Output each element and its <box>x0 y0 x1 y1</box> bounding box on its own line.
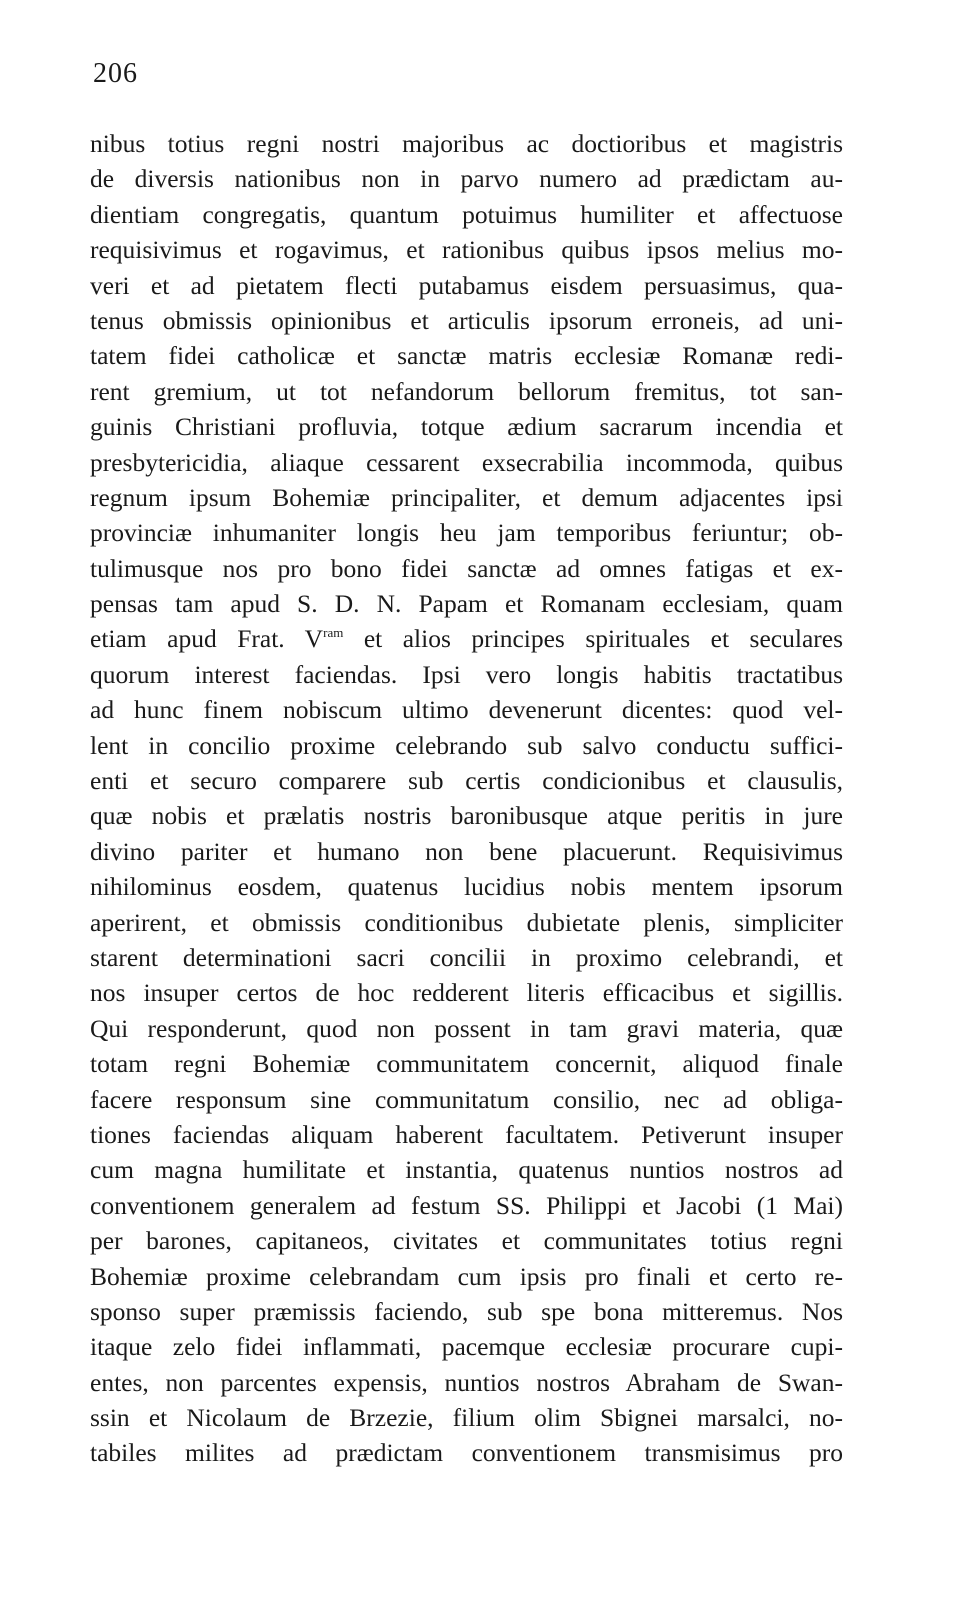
text-line: aperirent, et obmissis conditionibus dubietate plenis, simpliciter <box>90 907 843 937</box>
text-line: tabiles milites ad prædictam conventionem transmisimus pro <box>90 1438 843 1468</box>
text-line: nihilominus eosdem, quatenus lucidius nobis mentem ipsorum <box>90 872 843 902</box>
text-line: regnum ipsum Bohemiæ principaliter, et demum adjacentes ipsi <box>90 482 843 512</box>
superscript-abbreviation: ram <box>323 625 344 641</box>
text-line: tiones faciendas aliquam haberent facultatem. Petiverunt insuper <box>90 1119 843 1149</box>
text-line: conventionem generalem ad festum SS. Philippi et Jacobi (1 Mai) <box>90 1190 843 1220</box>
text-line: de diversis nationibus non in parvo numero ad prædictam au- <box>90 164 843 194</box>
text-line: tulimusque nos pro bono fidei sanctæ ad omnes fatigas et ex- <box>90 553 843 583</box>
text-line: requisivimus et rogavimus, et rationibus quibus ipsos melius mo- <box>90 235 843 265</box>
text-line: nos insuper certos de hoc redderent literis efficacibus et sigillis. <box>90 978 843 1008</box>
text-line: cum magna humilitate et instantia, quatenus nuntios nostros ad <box>90 1155 843 1185</box>
text-line: veri et ad pietatem flecti putabamus eisdem persuasimus, qua- <box>90 270 843 300</box>
text-segment: etiam apud Frat. V <box>90 624 324 654</box>
text-line: tatem fidei catholicæ et sanctæ matris ecclesiæ Romanæ redi- <box>90 341 843 371</box>
text-line: per barones, capitaneos, civitates et communitates totius regni <box>90 1226 843 1256</box>
page-number: 206 <box>93 58 138 89</box>
text-line: ad hunc finem nobiscum ultimo devenerunt dicentes: quod vel- <box>90 695 843 725</box>
text-line: Bohemiæ proxime celebrandam cum ipsis pro finali et certo re- <box>90 1261 843 1291</box>
text-line: presbytericidia, aliaque cessarent exsecrabilia incommoda, quibus <box>90 447 843 477</box>
text-line: pensas tam apud S. D. N. Papam et Romanam ecclesiam, quam <box>90 589 843 619</box>
text-line: quæ nobis et prælatis nostris baronibusque atque peritis in jure <box>90 801 843 831</box>
text-line: enti et securo comparere sub certis condicionibus et clausulis, <box>90 766 843 796</box>
text-line: quorum interest faciendas. Ipsi vero longis habitis tractatibus <box>90 659 843 689</box>
text-line: provinciæ inhumaniter longis heu jam temporibus feriuntur; ob- <box>90 518 843 548</box>
text-line: tenus obmissis opinionibus et articulis ipsorum erroneis, ad uni- <box>90 305 843 335</box>
text-line: itaque zelo fidei inflammati, pacemque ecclesiæ procurare cupi- <box>90 1332 843 1362</box>
body-text <box>90 126 843 1471</box>
text-line: sponso super præmissis faciendo, sub spe bona mitteremus. Nos <box>90 1296 843 1326</box>
text-line: starent determinationi sacri concilii in proximo celebrandi, et <box>90 942 843 972</box>
text-line: dientiam congregatis, quantum potuimus humiliter et affectuose <box>90 199 843 229</box>
text-line: guinis Christiani profluvia, totque ædium sacrarum incendia et <box>90 412 843 442</box>
text-line: Qui responderunt, quod non possent in tam gravi materia, quæ <box>90 1013 843 1043</box>
text-line: nibus totius regni nostri majoribus ac doctioribus et magistris <box>90 129 843 158</box>
text-line: lent in concilio proxime celebrando sub salvo conductu suffici- <box>90 730 843 760</box>
text-line: totam regni Bohemiæ communitatem concernit, aliquod finale <box>90 1049 843 1079</box>
text-line-with-superscript <box>90 621 843 656</box>
text-line: rent gremium, ut tot nefandorum bellorum fremitus, tot san- <box>90 376 843 406</box>
text-segment: et alios principes spirituales et seculares <box>343 624 843 654</box>
text-line: facere responsum sine communitatum consilio, nec ad obliga- <box>90 1084 843 1114</box>
text-line: ssin et Nicolaum de Brzezie, filium olim Sbignei marsalci, no- <box>90 1403 843 1433</box>
text-line: entes, non parcentes expensis, nuntios nostros Abraham de Swan- <box>90 1367 843 1397</box>
text-line: divino pariter et humano non bene placuerunt. Requisivimus <box>90 836 843 866</box>
